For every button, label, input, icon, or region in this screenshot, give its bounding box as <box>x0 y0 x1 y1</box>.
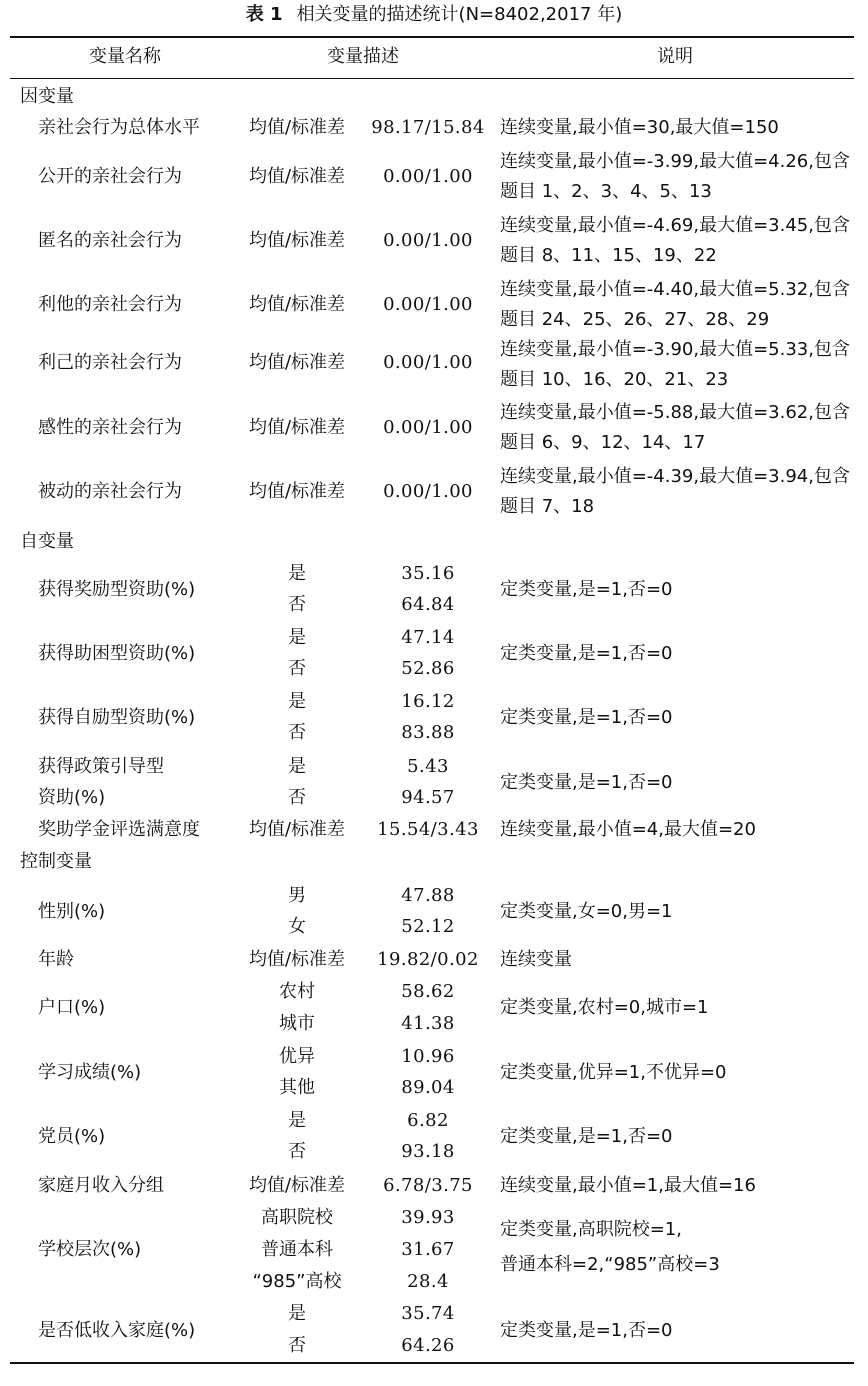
row-name: 获得奖励型资助(%) <box>38 579 196 600</box>
row-value: 31.67 <box>401 1239 455 1260</box>
row-desc: 是 <box>288 627 306 648</box>
row-name: 党员(%) <box>38 1126 106 1147</box>
row-note: 定类变量,女=0,男=1 <box>500 901 673 922</box>
row-desc: 均值/标准差 <box>248 230 346 251</box>
row-note: 连续变量,最小值=-4.69,最大值=3.45,包含题目 8、11、15、19、22 <box>500 215 850 266</box>
row-desc: 均值/标准差 <box>248 1175 346 1196</box>
row-name: 被动的亲社会行为 <box>38 481 182 502</box>
row-value: 83.88 <box>401 722 455 743</box>
row-note: 连续变量,最小值=30,最大值=150 <box>500 117 779 138</box>
row-value: 98.17/15.84 <box>371 117 485 138</box>
row-desc: 均值/标准差 <box>248 417 346 438</box>
row-value: 89.04 <box>401 1077 455 1098</box>
row-name: 是否低收入家庭(%) <box>38 1320 196 1341</box>
row-name: 奖助学金评选满意度 <box>38 819 200 840</box>
row-value: 15.54/3.43 <box>377 819 479 840</box>
row-desc: 是 <box>288 756 306 777</box>
row-desc: 优异 <box>279 1046 315 1067</box>
row-desc: 否 <box>288 722 306 743</box>
row-name: 家庭月收入分组 <box>38 1175 164 1196</box>
row-desc: 男 <box>288 885 306 906</box>
row-desc: 均值/标准差 <box>248 117 346 138</box>
row-desc: 高职院校 <box>261 1207 333 1228</box>
row-value: 39.93 <box>401 1207 455 1228</box>
section-dependent: 因变量 <box>20 86 74 107</box>
row-note: 连续变量,最小值=-3.90,最大值=5.33,包含题目 10、16、20、21、23 <box>500 339 850 390</box>
row-note: 连续变量,最小值=-3.99,最大值=4.26,包含题目 1、2、3、4、5、13 <box>500 151 850 202</box>
row-note: 连续变量,最小值=-5.88,最大值=3.62,包含题目 6、9、12、14、17 <box>500 402 850 453</box>
row-desc: 是 <box>288 1303 306 1324</box>
row-desc: 是 <box>288 691 306 712</box>
row-name: 学校层次(%) <box>38 1239 142 1260</box>
row-desc: 城市 <box>279 1013 315 1034</box>
row-note: 定类变量,农村=0,城市=1 <box>500 997 709 1018</box>
row-value: 0.00/1.00 <box>383 481 473 502</box>
row-name: 性别(%) <box>38 901 106 922</box>
row-desc: 否 <box>288 1141 306 1162</box>
row-value: 64.26 <box>401 1335 455 1356</box>
row-note: 连续变量,最小值=-4.39,最大值=3.94,包含题目 7、18 <box>500 466 850 517</box>
row-value: 10.96 <box>401 1046 455 1067</box>
row-note: 定类变量,是=1,否=0 <box>500 643 673 664</box>
row-value: 35.74 <box>401 1303 455 1324</box>
row-value: 35.16 <box>401 563 455 584</box>
row-desc: 均值/标准差 <box>248 166 346 187</box>
section-independent: 自变量 <box>20 531 74 552</box>
row-value: 94.57 <box>401 787 455 808</box>
row-value: 19.82/0.02 <box>377 949 479 970</box>
row-value: 6.82 <box>407 1110 449 1131</box>
row-name: 获得政策引导型 <box>38 756 164 777</box>
row-value: 41.38 <box>401 1013 455 1034</box>
row-note: 普通本科=2,“985”高校=3 <box>500 1254 720 1275</box>
row-desc: 否 <box>288 594 306 615</box>
row-note: 连续变量,最小值=1,最大值=16 <box>500 1175 756 1196</box>
row-name: 获得助困型资助(%) <box>38 643 196 664</box>
row-desc: 均值/标准差 <box>248 819 346 840</box>
header-notes: 说明 <box>657 46 693 67</box>
row-name: 利他的亲社会行为 <box>38 294 182 315</box>
row-desc: 女 <box>288 916 306 937</box>
row-note: 定类变量,是=1,否=0 <box>500 1126 673 1147</box>
row-value: 52.86 <box>401 658 455 679</box>
row-name: 感性的亲社会行为 <box>38 417 182 438</box>
row-desc: 均值/标准差 <box>248 294 346 315</box>
row-desc: 均值/标准差 <box>248 352 346 373</box>
row-note: 连续变量,最小值=-4.40,最大值=5.32,包含题目 24、25、26、27、28、29 <box>500 279 850 330</box>
row-desc: 是 <box>288 563 306 584</box>
row-name: 亲社会行为总体水平 <box>38 117 200 138</box>
row-value: 47.88 <box>401 885 455 906</box>
row-note: 定类变量,是=1,否=0 <box>500 579 673 600</box>
bottom-rule <box>10 1362 854 1364</box>
table-label: 表 1 <box>245 4 283 25</box>
row-desc: 是 <box>288 1110 306 1131</box>
row-value: 6.78/3.75 <box>383 1175 473 1196</box>
row-desc: 农村 <box>279 981 315 1002</box>
row-note: 定类变量,是=1,否=0 <box>500 772 673 793</box>
row-name: 户口(%) <box>38 997 106 1018</box>
row-desc: 否 <box>288 787 306 808</box>
row-note: 定类变量,是=1,否=0 <box>500 707 673 728</box>
row-note: 定类变量,是=1,否=0 <box>500 1320 673 1341</box>
row-value: 0.00/1.00 <box>383 230 473 251</box>
table-title: 相关变量的描述统计(N=8402,2017 年) <box>296 4 623 25</box>
header-variable-name: 变量名称 <box>89 46 161 67</box>
row-name: 匿名的亲社会行为 <box>38 230 182 251</box>
table-caption <box>0 2 868 28</box>
row-value: 0.00/1.00 <box>383 352 473 373</box>
row-value: 47.14 <box>401 627 455 648</box>
row-value: 16.12 <box>401 691 455 712</box>
row-value: 93.18 <box>401 1141 455 1162</box>
row-desc: 普通本科 <box>261 1239 333 1260</box>
row-desc: 否 <box>288 1335 306 1356</box>
row-value: 28.4 <box>407 1271 449 1292</box>
row-name: 资助(%) <box>38 787 106 808</box>
row-name: 公开的亲社会行为 <box>38 166 182 187</box>
row-value: 0.00/1.00 <box>383 417 473 438</box>
row-desc: 否 <box>288 658 306 679</box>
row-note: 连续变量,最小值=4,最大值=20 <box>500 819 756 840</box>
row-value: 0.00/1.00 <box>383 166 473 187</box>
row-value: 58.62 <box>401 981 455 1002</box>
row-value: 64.84 <box>401 594 455 615</box>
row-value: 0.00/1.00 <box>383 294 473 315</box>
row-desc: 均值/标准差 <box>248 481 346 502</box>
top-rule <box>10 36 854 38</box>
row-note: 连续变量 <box>500 949 572 970</box>
row-name: 学习成绩(%) <box>38 1062 142 1083</box>
row-note: 定类变量,高职院校=1, <box>500 1219 682 1240</box>
row-value: 5.43 <box>407 756 449 777</box>
row-desc: 均值/标准差 <box>248 949 346 970</box>
row-desc: 其他 <box>279 1077 315 1098</box>
row-note: 定类变量,优异=1,不优异=0 <box>500 1062 727 1083</box>
header-variable-description: 变量描述 <box>327 46 399 67</box>
row-name: 年龄 <box>38 949 74 970</box>
header-rule <box>10 78 854 79</box>
row-value: 52.12 <box>401 916 455 937</box>
row-name: 获得自励型资助(%) <box>38 707 196 728</box>
row-name: 利己的亲社会行为 <box>38 352 182 373</box>
section-control: 控制变量 <box>20 851 92 872</box>
row-desc: “985”高校 <box>252 1271 342 1292</box>
